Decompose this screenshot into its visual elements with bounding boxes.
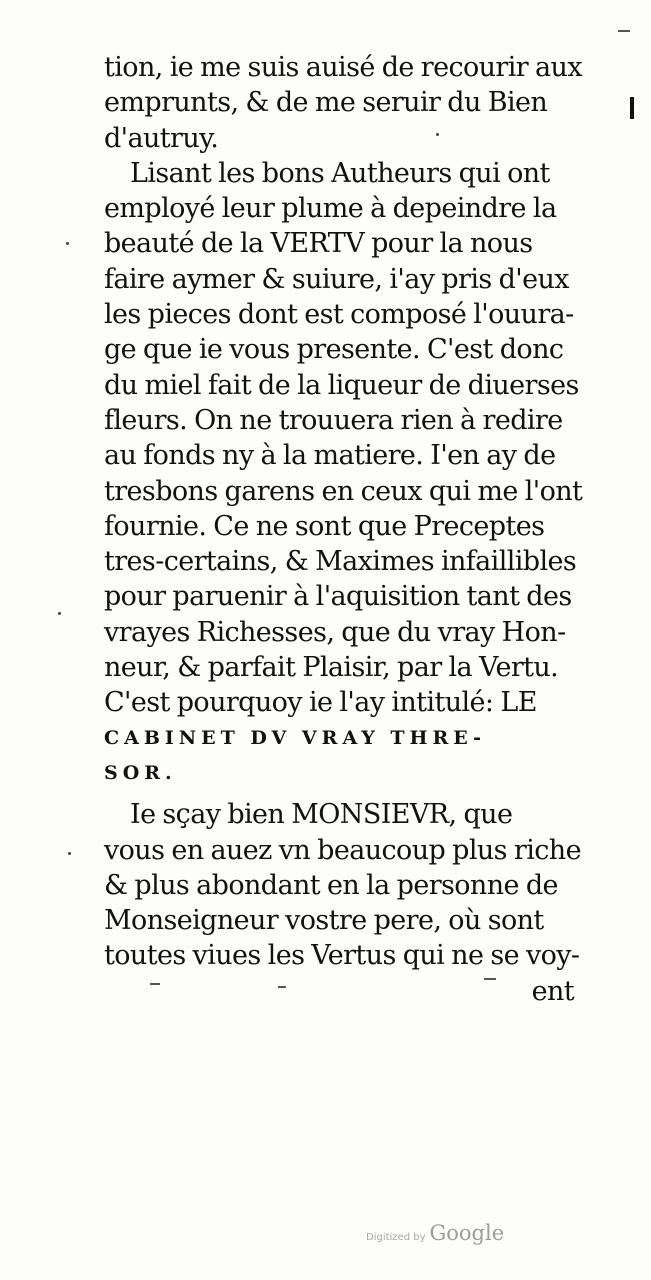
text-line: tresbons garens en ceux qui me l'ont: [104, 475, 583, 507]
scan-speck: [484, 978, 496, 980]
text-line: tion, ie me suis auisé de recourir aux: [104, 52, 582, 83]
google-logo: Google: [429, 1221, 505, 1245]
text-line: du miel fait de la liqueur de diuerses: [104, 369, 579, 401]
title-caps-line: CABINET DV VRAY THRE-: [104, 726, 487, 749]
catchword: ent: [531, 975, 574, 1007]
text-line: fournie. Ce ne sont que Preceptes: [104, 510, 545, 542]
text-line: Monseigneur vostre pere, où sont: [104, 905, 544, 937]
text-line: emprunts, & de me seruir du Bien: [104, 87, 548, 119]
scan-speck: [278, 986, 286, 988]
text-line: vous en auez vn beaucoup plus riche: [104, 834, 581, 866]
page-text-body: [104, 50, 583, 1009]
margin-ink-mark: [630, 97, 634, 119]
text-line: faire aymer & suiure, i'ay pris d'eux: [104, 263, 569, 295]
text-line: au fonds ny à la matiere. I'en ay de: [104, 440, 556, 472]
text-line: fleurs. On ne trouuera rien à redire: [104, 404, 563, 436]
scan-speck: [436, 133, 439, 136]
text-line: Lisant les bons Autheurs qui ont: [130, 157, 550, 189]
text-line: C'est pourquoy ie l'ay intitulé: LE: [104, 687, 537, 719]
text-line: employé leur plume à depeindre la: [104, 193, 557, 225]
scan-speck: [58, 612, 61, 615]
text-line: neur, & parfait Plaisir, par la Vertu.: [104, 652, 559, 684]
scan-speck: [150, 983, 160, 985]
text-line: & plus abondant en la personne de: [104, 869, 558, 901]
scan-speck: [618, 30, 630, 32]
title-caps-line: SOR.: [104, 761, 177, 784]
text-line: d'autruy.: [104, 122, 219, 154]
text-line: ge que ie vous presente. C'est donc: [104, 334, 564, 366]
scan-speck: [66, 242, 69, 245]
text-line: beauté de la VERTV pour la nous: [104, 228, 533, 260]
digitized-by-google-watermark: [366, 1221, 504, 1245]
text-line: vrayes Richesses, que du vray Hon-: [104, 616, 566, 648]
scan-speck: [68, 852, 71, 855]
text-line: tres-certains, & Maximes infaillibles: [104, 546, 577, 578]
text-line: Ie sçay bien MONSIEVR, que: [130, 799, 513, 831]
text-line: pour paruenir à l'aquisition tant des: [104, 581, 572, 613]
watermark-prefix: Digitized by: [366, 1232, 426, 1243]
text-line: les pieces dont est composé l'ouura-: [104, 299, 574, 331]
text-line: toutes viues les Vertus qui ne se voy-: [104, 940, 580, 972]
